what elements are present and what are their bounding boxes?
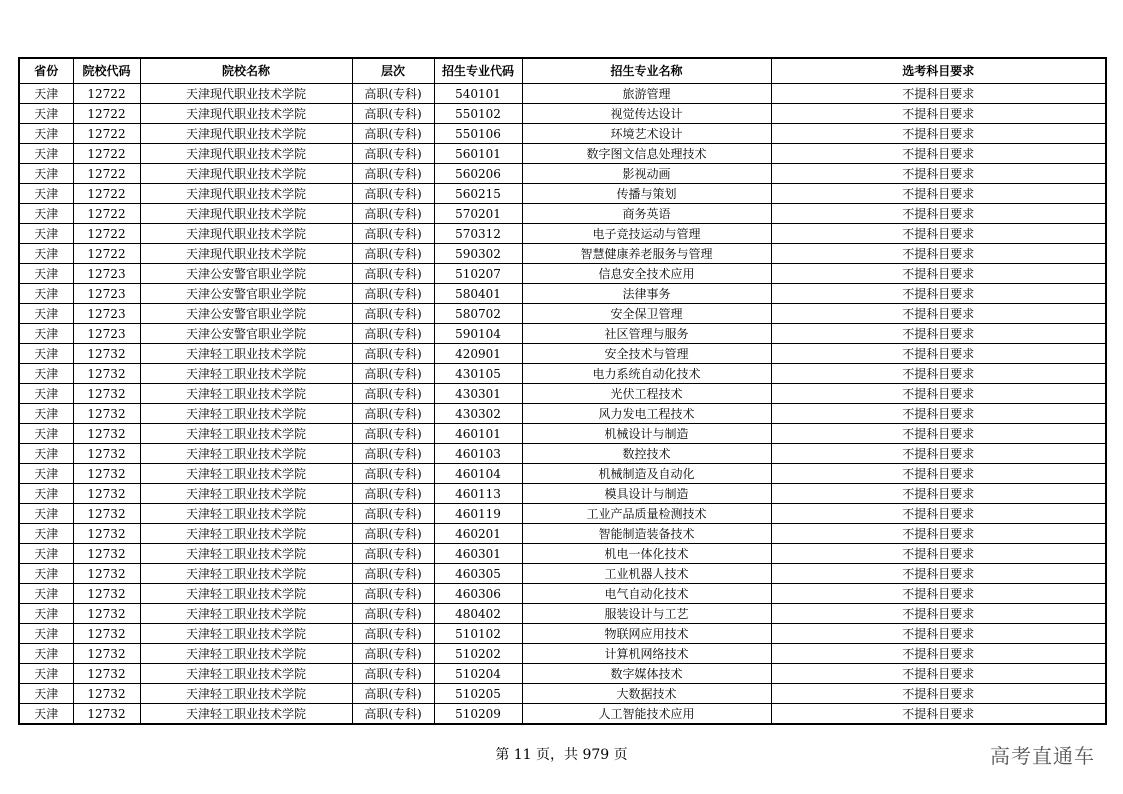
cell-major-code: 570312 <box>434 224 522 244</box>
cell-major-code: 460103 <box>434 444 522 464</box>
cell-province: 天津 <box>19 204 73 224</box>
cell-province: 天津 <box>19 664 73 684</box>
cell-level: 高职(专科) <box>352 604 434 624</box>
cell-school-name: 天津轻工职业技术学院 <box>140 644 352 664</box>
cell-major-name: 工业机器人技术 <box>522 564 771 584</box>
cell-major-name: 社区管理与服务 <box>522 324 771 344</box>
table-row <box>19 384 1106 404</box>
cell-major-code: 460113 <box>434 484 522 504</box>
table-header-row <box>19 58 1106 84</box>
cell-subject-requirement: 不提科目要求 <box>771 204 1106 224</box>
cell-major-code: 560215 <box>434 184 522 204</box>
cell-school-code: 12722 <box>73 124 140 144</box>
cell-level: 高职(专科) <box>352 224 434 244</box>
cell-subject-requirement: 不提科目要求 <box>771 544 1106 564</box>
column-header-major-name: 招生专业名称 <box>522 58 771 84</box>
cell-school-code: 12723 <box>73 284 140 304</box>
cell-major-name: 电力系统自动化技术 <box>522 364 771 384</box>
column-header-school-name: 院校名称 <box>140 58 352 84</box>
cell-subject-requirement: 不提科目要求 <box>771 664 1106 684</box>
table-row <box>19 404 1106 424</box>
cell-level: 高职(专科) <box>352 504 434 524</box>
cell-school-name: 天津轻工职业技术学院 <box>140 564 352 584</box>
cell-subject-requirement: 不提科目要求 <box>771 604 1106 624</box>
cell-school-code: 12723 <box>73 304 140 324</box>
cell-subject-requirement: 不提科目要求 <box>771 244 1106 264</box>
cell-major-code: 510205 <box>434 684 522 704</box>
cell-school-code: 12722 <box>73 164 140 184</box>
cell-province: 天津 <box>19 544 73 564</box>
cell-major-name: 工业产品质量检测技术 <box>522 504 771 524</box>
table-row <box>19 304 1106 324</box>
cell-major-code: 550102 <box>434 104 522 124</box>
cell-school-code: 12723 <box>73 324 140 344</box>
cell-school-code: 12722 <box>73 204 140 224</box>
cell-school-code: 12732 <box>73 464 140 484</box>
cell-major-code: 430105 <box>434 364 522 384</box>
cell-school-code: 12732 <box>73 504 140 524</box>
cell-school-code: 12732 <box>73 444 140 464</box>
cell-major-code: 460301 <box>434 544 522 564</box>
cell-level: 高职(专科) <box>352 324 434 344</box>
cell-province: 天津 <box>19 124 73 144</box>
watermark-logo-text: 高考直通车 <box>990 744 1095 768</box>
cell-subject-requirement: 不提科目要求 <box>771 144 1106 164</box>
cell-school-code: 12732 <box>73 584 140 604</box>
cell-major-name: 环境艺术设计 <box>522 124 771 144</box>
cell-major-name: 计算机网络技术 <box>522 644 771 664</box>
cell-major-name: 传播与策划 <box>522 184 771 204</box>
cell-school-code: 12722 <box>73 144 140 164</box>
cell-major-name: 物联网应用技术 <box>522 624 771 644</box>
cell-school-code: 12732 <box>73 384 140 404</box>
table-row <box>19 184 1106 204</box>
cell-subject-requirement: 不提科目要求 <box>771 464 1106 484</box>
table-row <box>19 84 1106 104</box>
cell-level: 高职(专科) <box>352 684 434 704</box>
cell-major-code: 430302 <box>434 404 522 424</box>
cell-province: 天津 <box>19 324 73 344</box>
page-number: 第 11 页，共 979 页 <box>495 747 628 763</box>
column-header-province: 省份 <box>19 58 73 84</box>
cell-level: 高职(专科) <box>352 344 434 364</box>
cell-major-name: 电子竞技运动与管理 <box>522 224 771 244</box>
cell-province: 天津 <box>19 104 73 124</box>
cell-level: 高职(专科) <box>352 564 434 584</box>
cell-subject-requirement: 不提科目要求 <box>771 284 1106 304</box>
cell-school-name: 天津轻工职业技术学院 <box>140 344 352 364</box>
cell-subject-requirement: 不提科目要求 <box>771 404 1106 424</box>
cell-province: 天津 <box>19 624 73 644</box>
table-row <box>19 444 1106 464</box>
cell-level: 高职(专科) <box>352 364 434 384</box>
cell-level: 高职(专科) <box>352 144 434 164</box>
cell-school-code: 12732 <box>73 404 140 424</box>
cell-major-name: 风力发电工程技术 <box>522 404 771 424</box>
cell-school-name: 天津轻工职业技术学院 <box>140 464 352 484</box>
cell-major-code: 420901 <box>434 344 522 364</box>
table-row <box>19 484 1106 504</box>
cell-school-code: 12732 <box>73 664 140 684</box>
cell-school-code: 12732 <box>73 524 140 544</box>
cell-subject-requirement: 不提科目要求 <box>771 444 1106 464</box>
table-body <box>19 84 1106 725</box>
cell-school-name: 天津轻工职业技术学院 <box>140 664 352 684</box>
cell-school-name: 天津公安警官职业学院 <box>140 264 352 284</box>
cell-level: 高职(专科) <box>352 624 434 644</box>
cell-school-code: 12732 <box>73 704 140 725</box>
cell-school-name: 天津轻工职业技术学院 <box>140 624 352 644</box>
cell-school-code: 12732 <box>73 344 140 364</box>
cell-province: 天津 <box>19 564 73 584</box>
cell-level: 高职(专科) <box>352 444 434 464</box>
cell-major-name: 数字媒体技术 <box>522 664 771 684</box>
cell-province: 天津 <box>19 164 73 184</box>
cell-subject-requirement: 不提科目要求 <box>771 424 1106 444</box>
column-header-major-code: 招生专业代码 <box>434 58 522 84</box>
cell-major-name: 人工智能技术应用 <box>522 704 771 725</box>
cell-level: 高职(专科) <box>352 424 434 444</box>
table-row <box>19 144 1106 164</box>
cell-major-code: 540101 <box>434 84 522 104</box>
table-row <box>19 584 1106 604</box>
cell-major-name: 信息安全技术应用 <box>522 264 771 284</box>
table-row <box>19 284 1106 304</box>
cell-subject-requirement: 不提科目要求 <box>771 104 1106 124</box>
cell-major-name: 模具设计与制造 <box>522 484 771 504</box>
table-row <box>19 624 1106 644</box>
table-row <box>19 604 1106 624</box>
cell-school-name: 天津现代职业技术学院 <box>140 224 352 244</box>
table-row <box>19 164 1106 184</box>
cell-province: 天津 <box>19 264 73 284</box>
column-header-subject-requirement: 选考科目要求 <box>771 58 1106 84</box>
cell-school-code: 12723 <box>73 264 140 284</box>
cell-school-code: 12732 <box>73 564 140 584</box>
cell-major-code: 510207 <box>434 264 522 284</box>
cell-major-code: 510204 <box>434 664 522 684</box>
cell-school-code: 12732 <box>73 604 140 624</box>
table-row <box>19 424 1106 444</box>
cell-subject-requirement: 不提科目要求 <box>771 524 1106 544</box>
cell-province: 天津 <box>19 644 73 664</box>
cell-school-name: 天津公安警官职业学院 <box>140 324 352 344</box>
cell-subject-requirement: 不提科目要求 <box>771 304 1106 324</box>
cell-subject-requirement: 不提科目要求 <box>771 644 1106 664</box>
cell-province: 天津 <box>19 184 73 204</box>
cell-school-code: 12722 <box>73 244 140 264</box>
cell-school-name: 天津轻工职业技术学院 <box>140 424 352 444</box>
cell-major-name: 电气自动化技术 <box>522 584 771 604</box>
cell-province: 天津 <box>19 364 73 384</box>
cell-school-name: 天津现代职业技术学院 <box>140 104 352 124</box>
cell-major-code: 430301 <box>434 384 522 404</box>
cell-major-name: 视觉传达设计 <box>522 104 771 124</box>
cell-major-name: 法律事务 <box>522 284 771 304</box>
cell-school-name: 天津轻工职业技术学院 <box>140 404 352 424</box>
cell-major-code: 510202 <box>434 644 522 664</box>
cell-major-name: 安全保卫管理 <box>522 304 771 324</box>
table-row <box>19 504 1106 524</box>
cell-level: 高职(专科) <box>352 184 434 204</box>
table-row <box>19 224 1106 244</box>
cell-subject-requirement: 不提科目要求 <box>771 224 1106 244</box>
cell-province: 天津 <box>19 304 73 324</box>
column-header-school-code: 院校代码 <box>73 58 140 84</box>
cell-level: 高职(专科) <box>352 244 434 264</box>
cell-level: 高职(专科) <box>352 464 434 484</box>
cell-level: 高职(专科) <box>352 524 434 544</box>
cell-subject-requirement: 不提科目要求 <box>771 504 1106 524</box>
table-row <box>19 684 1106 704</box>
cell-province: 天津 <box>19 504 73 524</box>
cell-subject-requirement: 不提科目要求 <box>771 564 1106 584</box>
cell-school-code: 12722 <box>73 224 140 244</box>
table-row <box>19 644 1106 664</box>
cell-province: 天津 <box>19 464 73 484</box>
cell-school-code: 12732 <box>73 624 140 644</box>
cell-level: 高职(专科) <box>352 164 434 184</box>
cell-major-name: 机械设计与制造 <box>522 424 771 444</box>
cell-major-code: 460104 <box>434 464 522 484</box>
cell-province: 天津 <box>19 224 73 244</box>
cell-major-name: 智慧健康养老服务与管理 <box>522 244 771 264</box>
table-row <box>19 244 1106 264</box>
cell-major-code: 480402 <box>434 604 522 624</box>
cell-school-name: 天津现代职业技术学院 <box>140 244 352 264</box>
cell-subject-requirement: 不提科目要求 <box>771 584 1106 604</box>
table-row <box>19 104 1106 124</box>
cell-major-name: 机械制造及自动化 <box>522 464 771 484</box>
cell-subject-requirement: 不提科目要求 <box>771 264 1106 284</box>
cell-province: 天津 <box>19 524 73 544</box>
cell-major-code: 580401 <box>434 284 522 304</box>
cell-province: 天津 <box>19 244 73 264</box>
cell-major-name: 安全技术与管理 <box>522 344 771 364</box>
cell-level: 高职(专科) <box>352 584 434 604</box>
cell-level: 高职(专科) <box>352 84 434 104</box>
table-row <box>19 524 1106 544</box>
cell-major-name: 数控技术 <box>522 444 771 464</box>
table-row <box>19 564 1106 584</box>
cell-school-name: 天津轻工职业技术学院 <box>140 544 352 564</box>
cell-province: 天津 <box>19 424 73 444</box>
cell-school-name: 天津轻工职业技术学院 <box>140 504 352 524</box>
table-row <box>19 204 1106 224</box>
cell-subject-requirement: 不提科目要求 <box>771 384 1106 404</box>
cell-school-name: 天津轻工职业技术学院 <box>140 484 352 504</box>
cell-level: 高职(专科) <box>352 664 434 684</box>
table-row <box>19 344 1106 364</box>
cell-province: 天津 <box>19 344 73 364</box>
cell-subject-requirement: 不提科目要求 <box>771 124 1106 144</box>
cell-school-name: 天津现代职业技术学院 <box>140 164 352 184</box>
cell-major-code: 460305 <box>434 564 522 584</box>
cell-school-code: 12732 <box>73 684 140 704</box>
cell-school-name: 天津现代职业技术学院 <box>140 204 352 224</box>
cell-subject-requirement: 不提科目要求 <box>771 84 1106 104</box>
cell-subject-requirement: 不提科目要求 <box>771 624 1106 644</box>
cell-province: 天津 <box>19 484 73 504</box>
cell-school-name: 天津轻工职业技术学院 <box>140 704 352 725</box>
table-row <box>19 464 1106 484</box>
cell-subject-requirement: 不提科目要求 <box>771 364 1106 384</box>
cell-province: 天津 <box>19 84 73 104</box>
cell-subject-requirement: 不提科目要求 <box>771 704 1106 725</box>
cell-major-code: 580702 <box>434 304 522 324</box>
cell-subject-requirement: 不提科目要求 <box>771 484 1106 504</box>
cell-level: 高职(专科) <box>352 644 434 664</box>
cell-major-name: 服装设计与工艺 <box>522 604 771 624</box>
cell-major-name: 智能制造装备技术 <box>522 524 771 544</box>
cell-school-name: 天津公安警官职业学院 <box>140 304 352 324</box>
cell-province: 天津 <box>19 144 73 164</box>
table-row <box>19 324 1106 344</box>
cell-school-name: 天津现代职业技术学院 <box>140 144 352 164</box>
cell-province: 天津 <box>19 684 73 704</box>
cell-major-name: 影视动画 <box>522 164 771 184</box>
cell-school-name: 天津轻工职业技术学院 <box>140 364 352 384</box>
cell-province: 天津 <box>19 604 73 624</box>
table-row <box>19 704 1106 725</box>
cell-school-code: 12722 <box>73 84 140 104</box>
cell-school-code: 12732 <box>73 484 140 504</box>
cell-level: 高职(专科) <box>352 404 434 424</box>
cell-province: 天津 <box>19 404 73 424</box>
cell-province: 天津 <box>19 444 73 464</box>
table-row <box>19 264 1106 284</box>
column-header-level: 层次 <box>352 58 434 84</box>
cell-major-code: 550106 <box>434 124 522 144</box>
cell-major-code: 460306 <box>434 584 522 604</box>
cell-major-code: 510209 <box>434 704 522 725</box>
cell-major-code: 460101 <box>434 424 522 444</box>
cell-level: 高职(专科) <box>352 704 434 725</box>
cell-major-name: 光伏工程技术 <box>522 384 771 404</box>
table-row <box>19 124 1106 144</box>
cell-school-name: 天津公安警官职业学院 <box>140 284 352 304</box>
cell-province: 天津 <box>19 384 73 404</box>
cell-level: 高职(专科) <box>352 204 434 224</box>
cell-school-name: 天津现代职业技术学院 <box>140 124 352 144</box>
cell-school-name: 天津轻工职业技术学院 <box>140 524 352 544</box>
cell-school-code: 12732 <box>73 644 140 664</box>
cell-school-name: 天津轻工职业技术学院 <box>140 384 352 404</box>
cell-major-name: 商务英语 <box>522 204 771 224</box>
cell-school-name: 天津现代职业技术学院 <box>140 84 352 104</box>
cell-school-name: 天津轻工职业技术学院 <box>140 584 352 604</box>
cell-subject-requirement: 不提科目要求 <box>771 164 1106 184</box>
cell-subject-requirement: 不提科目要求 <box>771 344 1106 364</box>
cell-major-code: 460201 <box>434 524 522 544</box>
cell-school-name: 天津轻工职业技术学院 <box>140 444 352 464</box>
cell-major-name: 旅游管理 <box>522 84 771 104</box>
cell-major-code: 560206 <box>434 164 522 184</box>
cell-major-code: 560101 <box>434 144 522 164</box>
cell-school-name: 天津现代职业技术学院 <box>140 184 352 204</box>
admission-table <box>18 57 1107 725</box>
cell-subject-requirement: 不提科目要求 <box>771 684 1106 704</box>
cell-level: 高职(专科) <box>352 284 434 304</box>
cell-level: 高职(专科) <box>352 304 434 324</box>
cell-level: 高职(专科) <box>352 264 434 284</box>
cell-subject-requirement: 不提科目要求 <box>771 184 1106 204</box>
cell-major-name: 数字图文信息处理技术 <box>522 144 771 164</box>
table-row <box>19 664 1106 684</box>
cell-school-code: 12722 <box>73 184 140 204</box>
cell-school-code: 12732 <box>73 544 140 564</box>
cell-major-name: 大数据技术 <box>522 684 771 704</box>
cell-province: 天津 <box>19 704 73 725</box>
cell-province: 天津 <box>19 584 73 604</box>
table-row <box>19 364 1106 384</box>
cell-level: 高职(专科) <box>352 124 434 144</box>
cell-province: 天津 <box>19 284 73 304</box>
cell-school-name: 天津轻工职业技术学院 <box>140 684 352 704</box>
cell-school-name: 天津轻工职业技术学院 <box>140 604 352 624</box>
cell-level: 高职(专科) <box>352 104 434 124</box>
table-row <box>19 544 1106 564</box>
cell-major-code: 590104 <box>434 324 522 344</box>
cell-major-name: 机电一体化技术 <box>522 544 771 564</box>
cell-level: 高职(专科) <box>352 544 434 564</box>
cell-school-code: 12732 <box>73 364 140 384</box>
cell-level: 高职(专科) <box>352 384 434 404</box>
cell-school-code: 12722 <box>73 104 140 124</box>
cell-major-code: 590302 <box>434 244 522 264</box>
cell-major-code: 510102 <box>434 624 522 644</box>
cell-major-code: 570201 <box>434 204 522 224</box>
cell-school-code: 12732 <box>73 424 140 444</box>
cell-major-code: 460119 <box>434 504 522 524</box>
cell-level: 高职(专科) <box>352 484 434 504</box>
cell-subject-requirement: 不提科目要求 <box>771 324 1106 344</box>
